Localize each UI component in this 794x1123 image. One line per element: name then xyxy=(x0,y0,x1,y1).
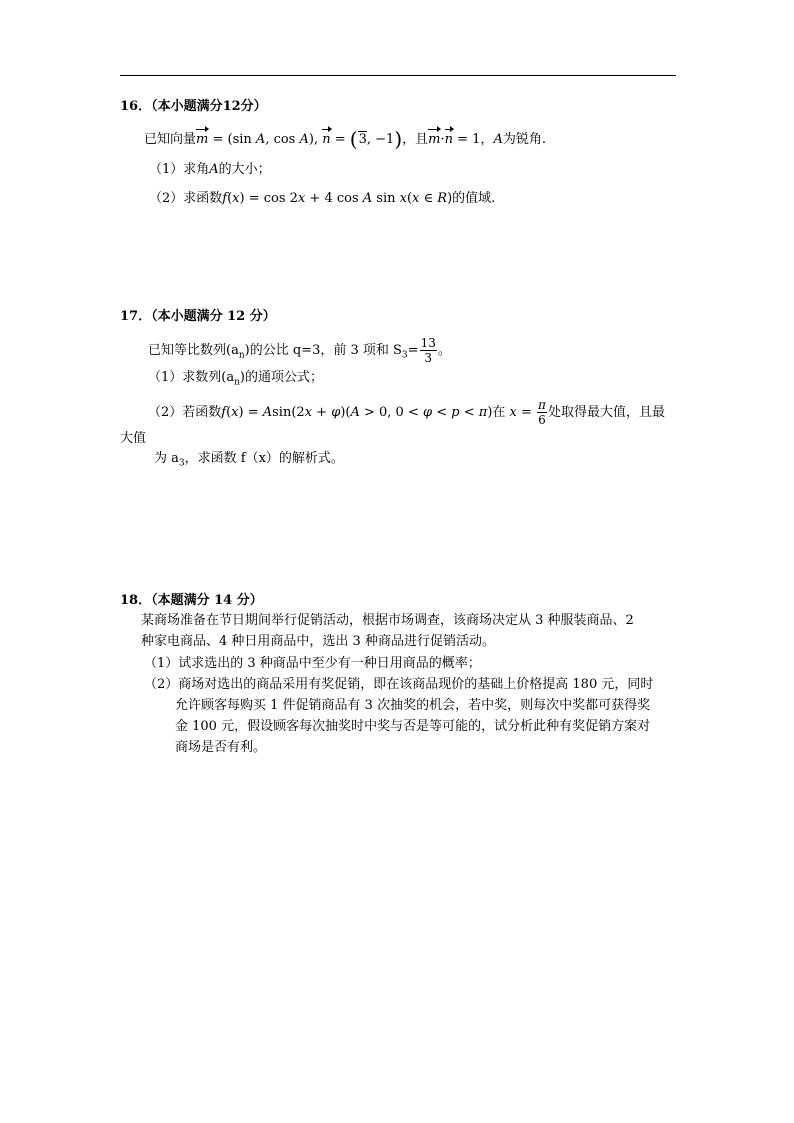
q16-part2: （2）求函数f(x) = cos 2x + 4 cos A sin x(x ∈ R)的值域. xyxy=(149,191,496,206)
q17-part2-last: 为 $a_3$，求函数 f（x）的解析式。 xyxy=(154,451,344,469)
q18-part2-line2: 允许顾客每购买 1 件促销商品有 3 次抽奖的机会，若中奖，则每次中奖都可获得奖 xyxy=(175,698,651,713)
q16-header: 16．（本小题满分12分） xyxy=(120,99,267,114)
q18-part2-line3: 金 100 元，假设顾客每次抽奖时中奖与否是等可能的，试分析此种有奖促销方案对 xyxy=(175,719,651,734)
fraction-13-3: $\frac{13}{3}$ xyxy=(420,336,436,365)
q17-part2: （2）若函数f(x) = Asin(2x + φ)(A > 0, 0 < φ < p < π)在 x = $\frac{\pi}{6}$ 处取得最大值，且最 xyxy=(148,398,665,427)
q18-header: 18．（本题满分 14 分） xyxy=(120,593,263,608)
q17-header: 17．（本小题满分 12 分） xyxy=(120,309,276,324)
q17-line1: 已知等比数列$(a_n)$的公比 q=3，前 3 项和 $S_3=$ $\frac{13}{3}$ 。 xyxy=(148,336,451,365)
top-rule xyxy=(120,75,676,76)
q18-part1: （1）试求选出的 3 种商品中至少有一种日用商品的概率； xyxy=(144,656,481,671)
q16-line1: 已知向量m = (sin A, cos A), n = (3, −1)，且m·n = 1，A为锐角. xyxy=(144,127,546,151)
q17-part1: （1）求数列$(a_n)$的通项公式； xyxy=(148,370,323,388)
q18-part2-line1: （2）商场对选出的商品采用有奖促销，即在该商品现价的基础上价格提高 180 元，同时 xyxy=(144,677,654,692)
q17-part2-wrap: 大值 xyxy=(120,431,147,446)
q16-part1: （1）求角A的大小； xyxy=(149,162,271,177)
q18-part2-line4: 商场是否有利。 xyxy=(175,740,267,755)
q18-line2: 种家电商品、4 种日用商品中，选出 3 种商品进行促销活动。 xyxy=(141,634,495,649)
q18-line1: 某商场准备在节日期间举行促销活动，根据市场调查，该商场决定从 3 种服装商品、2 xyxy=(141,613,634,628)
fraction-pi-6: $\frac{\pi}{6}$ xyxy=(538,398,546,427)
